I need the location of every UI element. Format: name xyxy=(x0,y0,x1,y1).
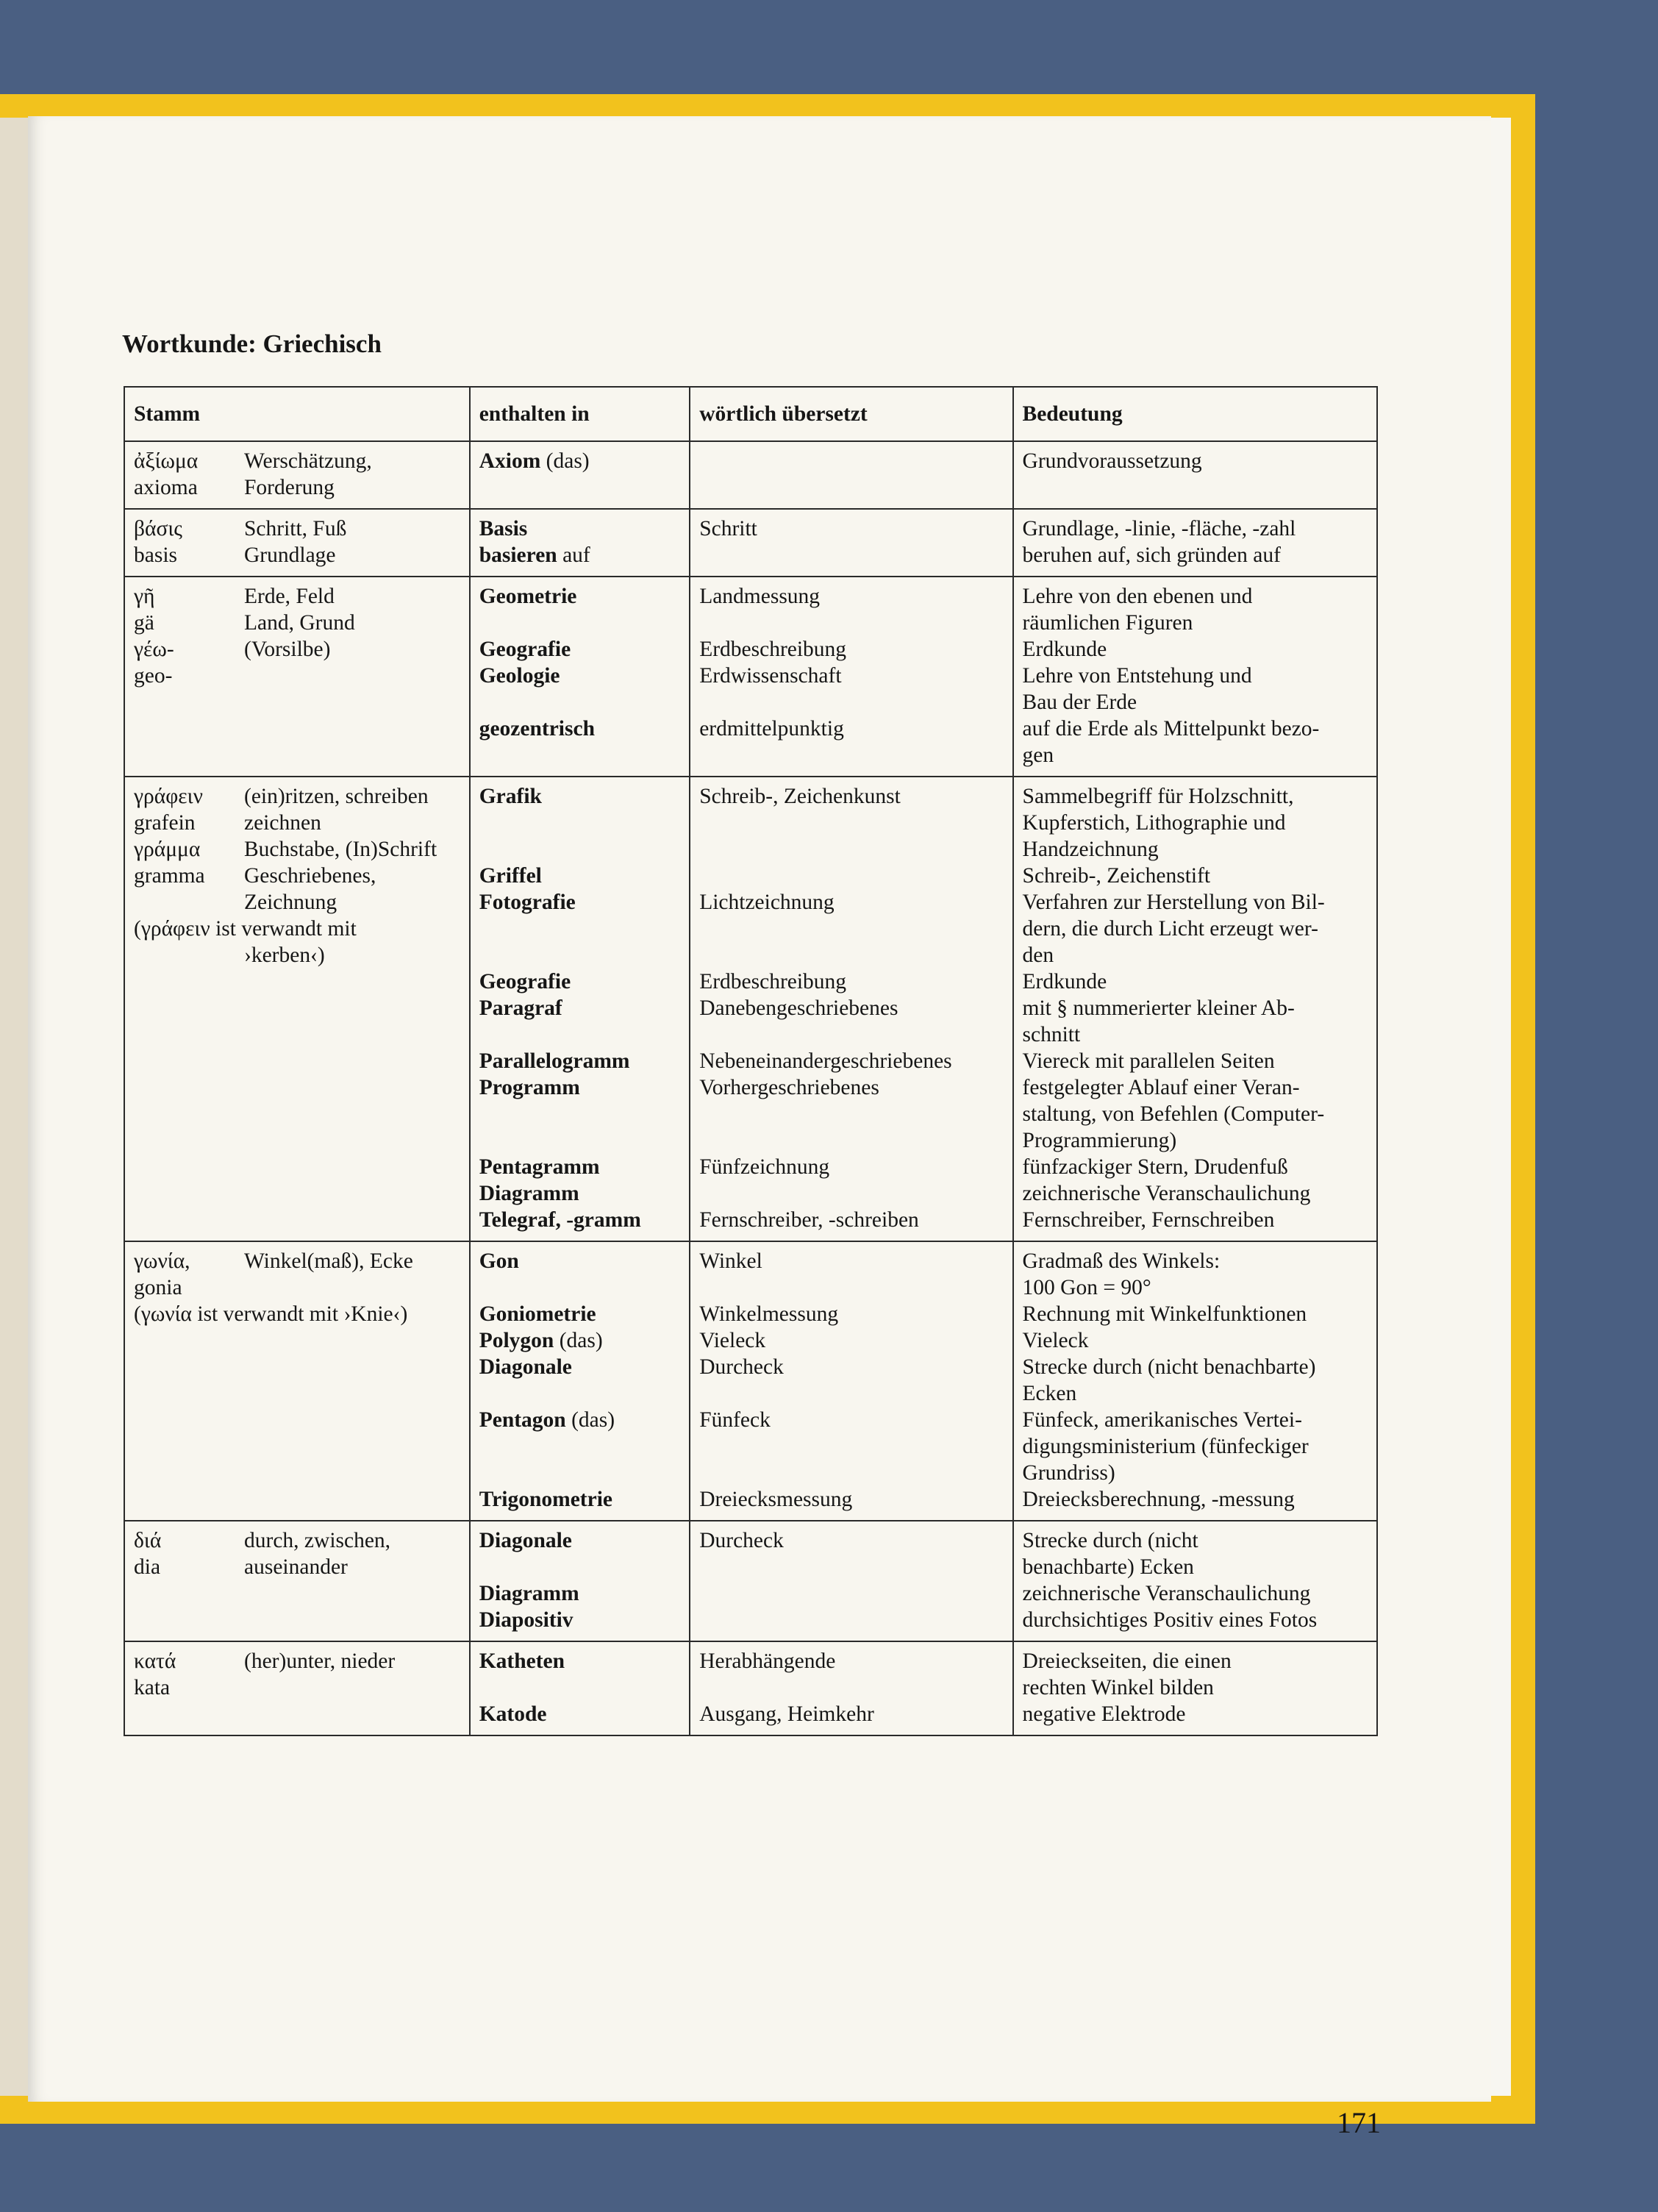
literal-text xyxy=(699,1674,1003,1701)
stem-gloss: Winkel(maß), Ecke xyxy=(244,1249,413,1273)
stem-note: ›kerben‹) xyxy=(244,943,325,967)
contained-in-cell xyxy=(470,1641,690,1735)
word: Diapositiv xyxy=(479,1608,573,1632)
word-line xyxy=(479,1248,680,1274)
literal-cell xyxy=(690,509,1012,577)
literal-text: Schreib-, Zeichenkunst xyxy=(699,785,901,808)
literal-cell xyxy=(690,577,1012,777)
literal-text: Schritt xyxy=(699,517,757,540)
meaning-text: dern, die durch Licht erzeugt wer- xyxy=(1022,917,1318,941)
word-suffix: (das) xyxy=(554,1329,603,1352)
word-line xyxy=(479,1380,680,1407)
stem-gloss: durch, zwischen, xyxy=(244,1529,391,1552)
literal-cell xyxy=(690,1641,1012,1735)
meaning-text: gen xyxy=(1022,743,1054,767)
literal-text xyxy=(699,1021,1003,1048)
stem-gloss: auseinander xyxy=(244,1555,348,1579)
stem-grid xyxy=(134,1248,460,1327)
literal-text xyxy=(699,610,1003,636)
word: geozentrisch xyxy=(479,717,595,741)
meaning-text: Bau der Erde xyxy=(1022,691,1137,714)
literal-text: Danebengeschriebenes xyxy=(699,996,898,1020)
word: Pentagramm xyxy=(479,1155,600,1179)
meaning-text: durchsichtiges Positiv eines Fotos xyxy=(1022,1608,1318,1632)
word-line xyxy=(479,783,680,810)
header-woertlich: wörtlich übersetzt xyxy=(690,387,1012,441)
word: Diagonale xyxy=(479,1355,572,1379)
word-line xyxy=(479,916,680,942)
stem-gloss: (her)unter, nieder xyxy=(244,1649,396,1673)
table-row xyxy=(124,441,1377,509)
stem-form: kata xyxy=(134,1676,171,1699)
word: Grafik xyxy=(479,785,542,808)
meaning-cell xyxy=(1013,441,1377,509)
word-line xyxy=(479,689,680,716)
word-line xyxy=(479,583,680,610)
word: Griffel xyxy=(479,864,542,888)
stem-cell xyxy=(124,509,470,577)
word-line xyxy=(479,663,680,689)
word: Diagramm xyxy=(479,1582,579,1605)
stem-gloss: Grundlage xyxy=(244,543,336,567)
stem-note: (γράφειν ist verwandt mit xyxy=(134,917,357,941)
word-suffix: (das) xyxy=(565,1408,615,1432)
word: Basis xyxy=(479,517,528,540)
stem-gloss: Forderung xyxy=(244,476,335,499)
literal-text: Durcheck xyxy=(699,1355,784,1379)
literal-text xyxy=(699,542,1003,568)
word: Diagramm xyxy=(479,1182,579,1205)
stem-gloss: Zeichnung xyxy=(244,891,337,914)
stem-form: γῆ xyxy=(134,585,155,608)
literal-text xyxy=(699,863,1003,889)
literal-cell xyxy=(690,441,1012,509)
word-line xyxy=(479,1021,680,1048)
contained-in-cell xyxy=(470,577,690,777)
stem-form: κατά xyxy=(134,1649,176,1673)
literal-text: Erdwissenschaft xyxy=(699,664,842,688)
word-line xyxy=(479,610,680,636)
word-line xyxy=(479,1701,680,1727)
word-line xyxy=(479,1274,680,1301)
stem-form: dia xyxy=(134,1555,161,1579)
literal-text: Lichtzeichnung xyxy=(699,891,835,914)
meaning-cell xyxy=(1013,1641,1377,1735)
stem-form: γράφειν xyxy=(134,785,203,808)
stem-form: basis xyxy=(134,543,177,567)
contained-in-cell xyxy=(470,1241,690,1521)
word-line xyxy=(479,942,680,968)
meaning-text: mit § nummerierter kleiner Ab- xyxy=(1022,996,1295,1020)
literal-text: Vorhergeschriebenes xyxy=(699,1076,879,1099)
word-line xyxy=(479,1101,680,1127)
meaning-text: Gradmaß des Winkels: xyxy=(1022,1249,1221,1273)
book-spine xyxy=(0,118,28,2096)
meaning-text: Programmierung) xyxy=(1022,1129,1177,1152)
stem-gloss: Buchstabe, (In)Schrift xyxy=(244,838,437,861)
word-suffix: (das) xyxy=(540,449,590,473)
word: Axiom xyxy=(479,449,541,473)
meaning-text: Dreieckseiten, die einen xyxy=(1022,1649,1232,1673)
meaning-text: staltung, von Befehlen (Computer- xyxy=(1022,1102,1325,1126)
stem-gloss: Werschätzung, xyxy=(244,449,372,473)
table-header-row xyxy=(124,387,1377,441)
meaning-text: Kupferstich, Lithographie und xyxy=(1022,811,1286,835)
word-line xyxy=(479,515,680,542)
meaning-text: rechten Winkel bilden xyxy=(1022,1676,1214,1699)
literal-text xyxy=(699,916,1003,942)
stem-form xyxy=(134,889,244,916)
stem-cell xyxy=(124,1521,470,1641)
stem-cell xyxy=(124,1241,470,1521)
literal-text xyxy=(699,1127,1003,1154)
literal-text: Herabhängende xyxy=(699,1649,836,1673)
meaning-cell xyxy=(1013,1521,1377,1641)
table-row xyxy=(124,1521,1377,1641)
word-line xyxy=(479,1527,680,1554)
meaning-text: schnitt xyxy=(1022,1023,1081,1046)
meaning-text: Erdkunde xyxy=(1022,638,1107,661)
meaning-text: Ecken xyxy=(1022,1382,1077,1405)
stem-form: gramma xyxy=(134,864,205,888)
word: Diagonale xyxy=(479,1529,572,1552)
stem-grid xyxy=(134,583,460,689)
meaning-text: Lehre von Entstehung und xyxy=(1022,664,1252,688)
meaning-cell xyxy=(1013,777,1377,1241)
meaning-text: Fernschreiber, Fernschreiben xyxy=(1022,1208,1275,1232)
word-suffix: auf xyxy=(557,543,590,567)
meaning-text: beruhen auf, sich gründen auf xyxy=(1022,543,1281,567)
literal-text xyxy=(699,1180,1003,1207)
literal-text: Winkelmessung xyxy=(699,1302,839,1326)
word-line xyxy=(479,968,680,995)
meaning-text: benachbarte) Ecken xyxy=(1022,1555,1194,1579)
stem-gloss: zeichnen xyxy=(244,811,321,835)
word: Fotografie xyxy=(479,891,576,914)
word: Pentagon xyxy=(479,1408,566,1432)
stem-gloss: Schritt, Fuß xyxy=(244,517,347,540)
meaning-cell xyxy=(1013,1241,1377,1521)
word-line xyxy=(479,836,680,863)
header-bedeutung: Bedeutung xyxy=(1013,387,1377,441)
stem-gloss: (ein)ritzen, schreiben xyxy=(244,785,429,808)
meaning-text: räumlichen Figuren xyxy=(1022,611,1193,635)
literal-text xyxy=(699,942,1003,968)
meaning-text: fünfzackiger Stern, Drudenfuß xyxy=(1022,1155,1288,1179)
stem-form: γωνία, xyxy=(134,1249,190,1273)
literal-text xyxy=(699,1554,1003,1580)
word: Programm xyxy=(479,1076,580,1099)
word: Parallelogramm xyxy=(479,1049,630,1073)
stem-gloss xyxy=(244,1274,460,1301)
word-line xyxy=(479,889,680,916)
contained-in-cell xyxy=(470,509,690,577)
page-title: Wortkunde: Griechisch xyxy=(122,329,382,358)
table-row xyxy=(124,1241,1377,1521)
literal-text: Fünfeck xyxy=(699,1408,771,1432)
contained-in-cell xyxy=(470,441,690,509)
stem-gloss: (Vorsilbe) xyxy=(244,638,331,661)
contained-in-cell xyxy=(470,1521,690,1641)
meaning-text: Lehre von den ebenen und xyxy=(1022,585,1253,608)
book-page xyxy=(28,116,1491,2139)
literal-text xyxy=(699,1101,1003,1127)
word-line xyxy=(479,1154,680,1180)
meaning-text: Handzeichnung xyxy=(1022,838,1159,861)
word-table xyxy=(124,386,1378,1736)
stem-form: γέω- xyxy=(134,638,174,661)
literal-text xyxy=(699,1460,1003,1486)
table-row xyxy=(124,509,1377,577)
word-line xyxy=(479,1327,680,1354)
page-number: 171 xyxy=(1337,2106,1381,2139)
literal-text xyxy=(699,1380,1003,1407)
meaning-text: Vieleck xyxy=(1022,1329,1089,1352)
stem-grid xyxy=(134,1648,460,1701)
table-row xyxy=(124,1641,1377,1735)
literal-cell xyxy=(690,1241,1012,1521)
meaning-text: den xyxy=(1022,943,1054,967)
meaning-text: Strecke durch (nicht benachbarte) xyxy=(1022,1355,1316,1379)
meaning-text: zeichnerische Veranschaulichung xyxy=(1022,1582,1311,1605)
word-line xyxy=(479,1407,680,1433)
word-line xyxy=(479,636,680,663)
literal-text xyxy=(699,836,1003,863)
literal-text: Vieleck xyxy=(699,1329,766,1352)
literal-text xyxy=(699,810,1003,836)
word-line xyxy=(479,1301,680,1327)
stem-grid xyxy=(134,515,460,568)
stem-form: διά xyxy=(134,1529,162,1552)
word-line xyxy=(479,1433,680,1460)
meaning-text: Sammelbegriff für Holzschnitt, xyxy=(1022,785,1294,808)
literal-text xyxy=(699,1607,1003,1633)
word-line xyxy=(479,1648,680,1674)
word: Polygon xyxy=(479,1329,554,1352)
literal-text: Erdbeschreibung xyxy=(699,970,847,993)
literal-text xyxy=(699,689,1003,716)
literal-text: Landmessung xyxy=(699,585,821,608)
word: Goniometrie xyxy=(479,1302,596,1326)
stem-grid xyxy=(134,783,460,968)
stem-grid xyxy=(134,448,460,501)
word-line xyxy=(479,863,680,889)
literal-text: Winkel xyxy=(699,1249,762,1273)
word-line xyxy=(479,1074,680,1101)
stem-form: grafein xyxy=(134,811,196,835)
word-line xyxy=(479,1460,680,1486)
literal-text: erdmittelpunktig xyxy=(699,717,844,741)
table-row xyxy=(124,577,1377,777)
literal-text: Dreiecksmessung xyxy=(699,1488,853,1511)
word: Trigonometrie xyxy=(479,1488,613,1511)
stem-form: gonia xyxy=(134,1276,182,1299)
word-line xyxy=(479,1580,680,1607)
meaning-text: Fünfeck, amerikanisches Vertei- xyxy=(1022,1408,1302,1432)
word-line xyxy=(479,1180,680,1207)
stem-gloss: Geschriebenes, xyxy=(244,864,376,888)
stem-cell xyxy=(124,777,470,1241)
stem-form: axioma xyxy=(134,476,198,499)
stem-cell xyxy=(124,441,470,509)
word: Telegraf, -gramm xyxy=(479,1208,641,1232)
word-line xyxy=(479,1607,680,1633)
meaning-text: Grundvoraussetzung xyxy=(1022,449,1202,473)
stem-gloss xyxy=(244,663,460,689)
literal-text xyxy=(699,1274,1003,1301)
word: Katode xyxy=(479,1702,547,1726)
word-line xyxy=(479,1354,680,1380)
word-line xyxy=(479,1554,680,1580)
word-line xyxy=(479,448,680,474)
stem-note: (γωνία ist verwandt mit ›Knie‹) xyxy=(134,1302,408,1326)
stem-grid xyxy=(134,1527,460,1580)
contained-in-cell xyxy=(470,777,690,1241)
literal-text: Durcheck xyxy=(699,1529,784,1552)
meaning-text: negative Elektrode xyxy=(1022,1702,1186,1726)
literal-text: Nebeneinandergeschriebenes xyxy=(699,1049,952,1073)
word-line xyxy=(479,995,680,1021)
stem-cell xyxy=(124,1641,470,1735)
stem-form: geo- xyxy=(134,664,173,688)
word: Geologie xyxy=(479,664,560,688)
word-line xyxy=(479,1127,680,1154)
stem-cell xyxy=(124,577,470,777)
literal-text xyxy=(699,448,1003,474)
word: Geometrie xyxy=(479,585,577,608)
word: Geografie xyxy=(479,638,571,661)
literal-text: Fünfzeichnung xyxy=(699,1155,830,1179)
meaning-text: Strecke durch (nicht xyxy=(1022,1529,1198,1552)
meaning-text: Grundriss) xyxy=(1022,1461,1115,1485)
word: Katheten xyxy=(479,1649,565,1673)
stem-form: gä xyxy=(134,611,154,635)
meaning-text: auf die Erde als Mittelpunkt bezo- xyxy=(1022,717,1320,741)
literal-text xyxy=(699,1433,1003,1460)
meaning-text: Verfahren zur Herstellung von Bil- xyxy=(1022,891,1325,914)
stem-gloss: Erde, Feld xyxy=(244,585,335,608)
word-line xyxy=(479,1048,680,1074)
header-stamm: Stamm xyxy=(124,387,470,441)
meaning-cell xyxy=(1013,577,1377,777)
meaning-text: Schreib-, Zeichenstift xyxy=(1022,864,1211,888)
literal-text: Ausgang, Heimkehr xyxy=(699,1702,874,1726)
stem-form: ἀξίωμα xyxy=(134,449,199,473)
word-line xyxy=(479,1486,680,1513)
table-row xyxy=(124,777,1377,1241)
meaning-text: Grundlage, -linie, -fläche, -zahl xyxy=(1022,517,1296,540)
literal-text: Fernschreiber, -schreiben xyxy=(699,1208,919,1232)
header-enthalten-in: enthalten in xyxy=(470,387,690,441)
word: Gon xyxy=(479,1249,519,1273)
meaning-text: Viereck mit parallelen Seiten xyxy=(1022,1049,1275,1073)
word: Paragraf xyxy=(479,996,562,1020)
meaning-text: Erdkunde xyxy=(1022,970,1107,993)
stem-gloss xyxy=(244,1674,460,1701)
stem-form: γράμμα xyxy=(134,838,201,861)
meaning-text: Dreiecksberechnung, -messung xyxy=(1022,1488,1295,1511)
literal-cell xyxy=(690,1521,1012,1641)
word-line xyxy=(479,1674,680,1701)
word: basieren xyxy=(479,543,557,567)
word-line xyxy=(479,542,680,568)
literal-cell xyxy=(690,777,1012,1241)
meaning-text: digungsministerium (fünfeckiger xyxy=(1022,1435,1309,1458)
word-line xyxy=(479,810,680,836)
stem-form: βάσις xyxy=(134,517,182,540)
meaning-text: festgelegter Ablauf einer Veran- xyxy=(1022,1076,1300,1099)
meaning-cell xyxy=(1013,509,1377,577)
stem-gloss: Land, Grund xyxy=(244,611,355,635)
word-line xyxy=(479,1207,680,1233)
literal-text xyxy=(699,1580,1003,1607)
word-line xyxy=(479,716,680,742)
literal-text: Erdbeschreibung xyxy=(699,638,847,661)
meaning-text: 100 Gon = 90° xyxy=(1022,1276,1151,1299)
meaning-text: Rechnung mit Winkelfunktionen xyxy=(1022,1302,1307,1326)
word: Geografie xyxy=(479,970,571,993)
meaning-text: zeichnerische Veranschaulichung xyxy=(1022,1182,1311,1205)
